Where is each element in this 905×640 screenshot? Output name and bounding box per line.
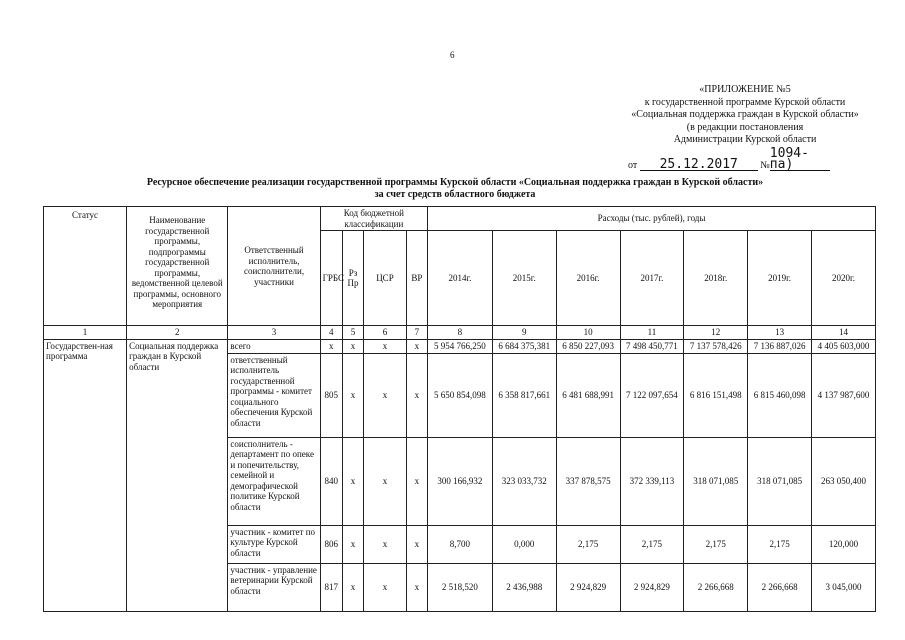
value-cell: 4 137 987,600 <box>811 353 875 437</box>
header-year: 2020г. <box>811 231 875 326</box>
grbs-cell: 817 <box>320 563 342 611</box>
number-label: № <box>760 159 770 171</box>
column-number: 8 <box>428 326 493 340</box>
value-cell: 2,175 <box>748 525 812 563</box>
executor-cell: соисполнитель - департамент по опеке и попечительству, семейной и демографической политике Курской области <box>228 437 320 525</box>
value-cell: 323 033,732 <box>492 437 556 525</box>
rzpr-cell: x <box>342 353 363 437</box>
value-cell: 2 266,668 <box>748 563 812 611</box>
value-cell: 2 266,668 <box>684 563 748 611</box>
value-cell: 6 481 688,991 <box>556 353 620 437</box>
value-cell: 2 518,520 <box>428 563 493 611</box>
resolution-date: 25.12.2017 <box>640 159 758 171</box>
column-number: 13 <box>748 326 812 340</box>
header-year: 2017г. <box>620 231 684 326</box>
program-name-cell: Социальная поддержка граждан в Курской области <box>127 339 228 611</box>
rzpr-cell: x <box>342 525 363 563</box>
table-row <box>44 339 876 353</box>
document-title <box>40 177 870 201</box>
value-cell: 6 684 375,381 <box>492 339 556 353</box>
header-year: 2014г. <box>428 231 493 326</box>
appendix-line: (в редакции постановления <box>686 121 804 133</box>
vr-cell: x <box>406 339 427 353</box>
header-name: Наименование государственной программы, подпрограммы государственной программы, ведомственной целевой программы, основного мероприятия <box>127 207 228 326</box>
grbs-cell: 840 <box>320 437 342 525</box>
column-number: 4 <box>320 326 342 340</box>
value-cell: 7 122 097,654 <box>620 353 684 437</box>
value-cell: 120,000 <box>811 525 875 563</box>
csr-cell: x <box>364 339 407 353</box>
executor-cell: участник - управление ветеринарии Курской области <box>228 563 320 611</box>
vr-cell: x <box>406 353 427 437</box>
resolution-dateline <box>600 145 890 173</box>
grbs-cell: 805 <box>320 353 342 437</box>
column-number: 6 <box>364 326 407 340</box>
from-label: от <box>628 159 638 171</box>
column-number: 11 <box>620 326 684 340</box>
vr-cell: x <box>406 525 427 563</box>
rzpr-cell: x <box>342 563 363 611</box>
column-number-row <box>44 326 876 340</box>
header-budget-code: Код бюджетной классификации <box>320 207 427 231</box>
value-cell: 6 816 151,498 <box>684 353 748 437</box>
csr-cell: x <box>364 437 407 525</box>
status-cell: Государствен-ная программа <box>44 339 127 611</box>
header-year: 2016г. <box>556 231 620 326</box>
value-cell: 8,700 <box>428 525 493 563</box>
value-cell: 4 405 603,000 <box>811 339 875 353</box>
executor-cell: ответственный исполнитель государственной программы - комитет социального обеспечения Курской области <box>228 353 320 437</box>
budget-table <box>43 206 876 612</box>
value-cell: 2,175 <box>620 525 684 563</box>
header-csr: ЦСР <box>364 231 407 326</box>
vr-cell: x <box>406 437 427 525</box>
resolution-number: 1094-па) <box>770 148 830 171</box>
grbs-cell: x <box>320 339 342 353</box>
header-year: 2019г. <box>748 231 812 326</box>
value-cell: 318 071,085 <box>684 437 748 525</box>
column-number: 9 <box>492 326 556 340</box>
header-year: 2018г. <box>684 231 748 326</box>
csr-cell: x <box>364 563 407 611</box>
appendix-block <box>600 84 890 172</box>
title-line-2: за счет средств областного бюджета <box>374 189 536 200</box>
value-cell: 0,000 <box>492 525 556 563</box>
value-cell: 2 924,829 <box>556 563 620 611</box>
column-number: 7 <box>406 326 427 340</box>
value-cell: 6 815 460,098 <box>748 353 812 437</box>
executor-cell: всего <box>228 339 320 353</box>
value-cell: 5 650 854,098 <box>428 353 493 437</box>
vr-cell: x <box>406 563 427 611</box>
value-cell: 2 436,988 <box>492 563 556 611</box>
column-number: 2 <box>127 326 228 340</box>
value-cell: 337 878,575 <box>556 437 620 525</box>
page-number: 6 <box>450 50 455 60</box>
value-cell: 7 498 450,771 <box>620 339 684 353</box>
header-year: 2015г. <box>492 231 556 326</box>
value-cell: 7 137 578,426 <box>684 339 748 353</box>
appendix-line: Администрации Курской области <box>673 134 817 145</box>
value-cell: 7 136 887,026 <box>748 339 812 353</box>
appendix-line: «Социальная поддержка граждан в Курской области» <box>631 109 859 120</box>
value-cell: 300 166,932 <box>428 437 493 525</box>
value-cell: 2,175 <box>684 525 748 563</box>
value-cell: 2,175 <box>556 525 620 563</box>
grbs-cell: 806 <box>320 525 342 563</box>
header-status: Статус <box>44 207 127 326</box>
value-cell: 5 954 766,250 <box>428 339 493 353</box>
appendix-line: к государственной программе Курской области <box>644 96 846 108</box>
value-cell: 6 850 227,093 <box>556 339 620 353</box>
title-line-1: Ресурсное обеспечение реализации государственной программы Курской области «Социальная поддержка граждан в Курской области» <box>146 177 764 188</box>
header-grbs: ГРБС <box>320 231 342 326</box>
value-cell: 263 050,400 <box>811 437 875 525</box>
value-cell: 372 339,113 <box>620 437 684 525</box>
value-cell: 6 358 817,661 <box>492 353 556 437</box>
executor-cell: участник - комитет по культуре Курской области <box>228 525 320 563</box>
header-executor: Ответственный исполнитель, соисполнители, участники <box>228 207 320 326</box>
column-number: 1 <box>44 326 127 340</box>
column-number: 3 <box>228 326 320 340</box>
column-number: 5 <box>342 326 363 340</box>
value-cell: 3 045,000 <box>811 563 875 611</box>
column-number: 14 <box>811 326 875 340</box>
column-number: 12 <box>684 326 748 340</box>
rzpr-cell: x <box>342 437 363 525</box>
csr-cell: x <box>364 353 407 437</box>
csr-cell: x <box>364 525 407 563</box>
rzpr-cell: x <box>342 339 363 353</box>
header-rzpr: Рз Пр <box>342 231 363 326</box>
header-expenses: Расходы (тыс. рублей), годы <box>428 207 876 231</box>
appendix-line: «ПРИЛОЖЕНИЕ №5 <box>699 84 791 95</box>
value-cell: 2 924,829 <box>620 563 684 611</box>
value-cell: 318 071,085 <box>748 437 812 525</box>
header-vr: ВР <box>406 231 427 326</box>
column-number: 10 <box>556 326 620 340</box>
